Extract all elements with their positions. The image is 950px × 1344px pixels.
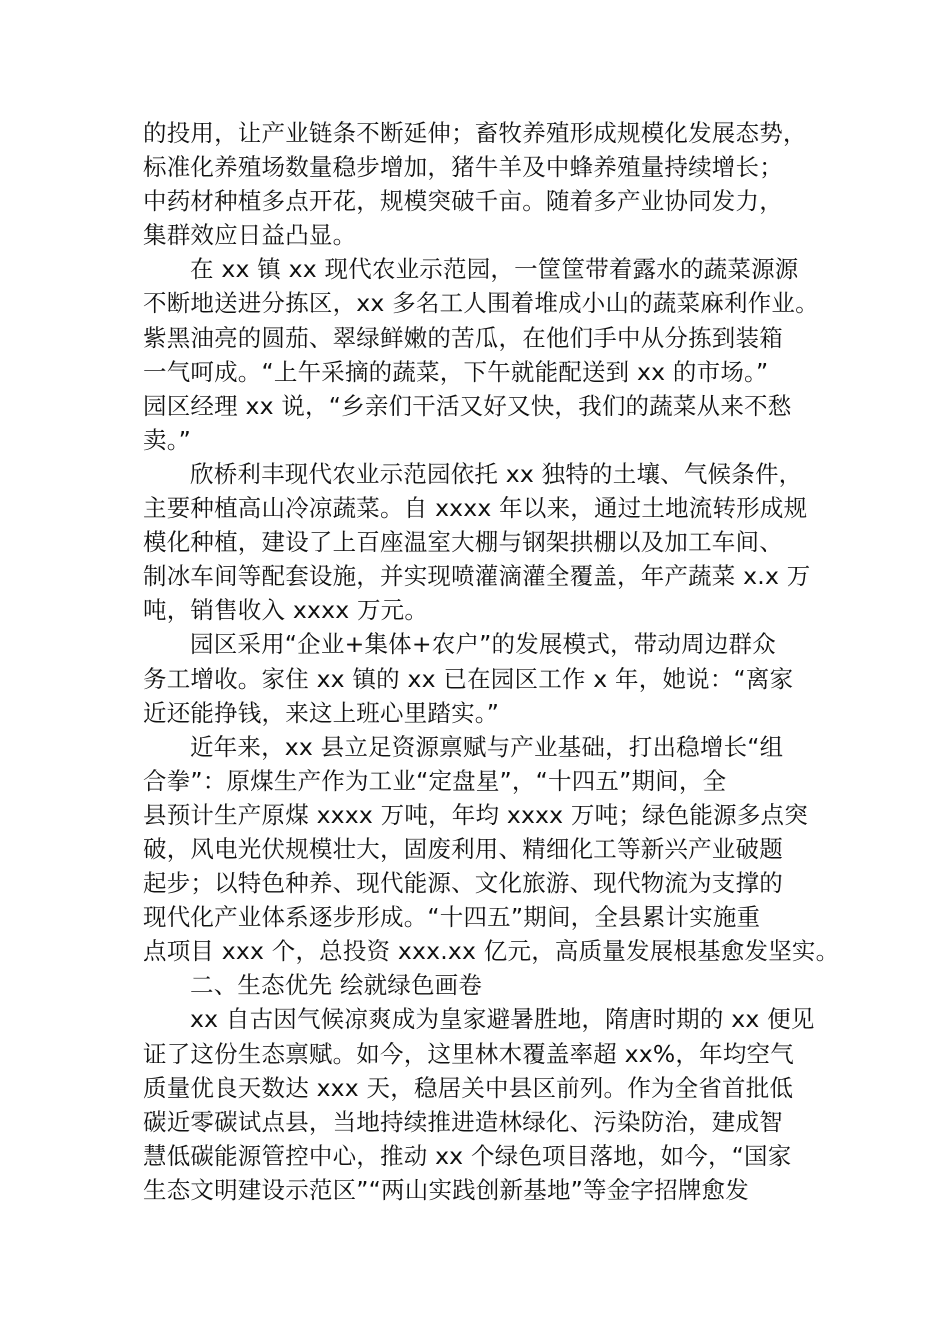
text-line: 园区经理 xx 说，“乡亲们干活又好又快，我们的蔬菜从来不愁 (143, 391, 792, 420)
text-line: 点项目 xxx 个，总投资 xxx.xx 亿元，高质量发展根基愈发坚实。 (143, 937, 840, 966)
paragraph-first-line: 近年来，xx 县立足资源禀赋与产业基础，打出稳增长“组 (190, 732, 784, 761)
text-line: 主要种植高山冷凉蔬菜。自 xxxx 年以来，通过土地流转形成规 (143, 494, 808, 523)
text-line: 破，风电光伏规模壮大，固废利用、精细化工等新兴产业破题 (143, 834, 783, 863)
text-line: 慧低碳能源管控中心，推动 xx 个绿色项目落地，如今，“国家 (143, 1141, 792, 1170)
text-line: 标准化养殖场数量稳步增加，猪牛羊及中蜂养殖量持续增长； (143, 153, 783, 182)
text-line: 证了这份生态禀赋。如今，这里林木覆盖率超 xx%，年均空气 (143, 1039, 794, 1068)
text-line: 集群效应日益凸显。 (143, 221, 357, 250)
document-body (143, 116, 840, 1207)
text-line: 一气呵成。“上午采摘的蔬菜，下午就能配送到 xx 的市场。” (143, 357, 769, 386)
text-line: 起步；以特色种养、现代能源、文化旅游、现代物流为支撑的 (143, 869, 783, 898)
text-line: 紫黑油亮的圆茄、翠绿鲜嫩的苦瓜，在他们手中从分拣到装箱 (143, 323, 783, 352)
text-line: 模化种植，建设了上百座温室大棚与钢架拱棚以及加工车间、 (143, 528, 783, 557)
text-line: 合拳”：原煤生产作为工业“定盘星”，“十四五”期间，全 (143, 766, 727, 795)
text-line: 中药材种植多点开花，规模突破千亩。随着多产业协同发力， (143, 187, 783, 216)
text-line: 务工增收。家住 xx 镇的 xx 已在园区工作 x 年，她说：“离家 (143, 664, 794, 693)
text-line: 质量优良天数达 xxx 天，稳居关中县区前列。作为全省首批低 (143, 1073, 794, 1102)
paragraph-first-line: xx 自古因气候凉爽成为皇家避暑胜地，隋唐时期的 xx 便见 (190, 1005, 815, 1034)
text-line: 碳近零碳试点县，当地持续推进造林绿化、污染防治，建成智 (143, 1107, 783, 1136)
paragraph-first-line: 园区采用“企业+集体+农户”的发展模式，带动周边群众 (190, 630, 776, 659)
text-line: 制冰车间等配套设施，并实现喷灌滴灌全覆盖，年产蔬菜 x.x 万 (143, 562, 811, 591)
text-line: 近还能挣钱，来这上班心里踏实。” (143, 698, 500, 727)
text-line: 不断地送进分拣区，xx 多名工人围着堆成小山的蔬菜麻利作业。 (143, 289, 819, 318)
text-line: 卖。” (143, 425, 192, 454)
text-line: 吨，销售收入 xxxx 万元。 (143, 596, 429, 625)
text-line: 的投用，让产业链条不断延伸；畜牧养殖形成规模化发展态势， (143, 119, 807, 147)
paragraph-first-line: 二、生态优先 绘就绿色画卷 (190, 971, 483, 1000)
text-line: 现代化产业体系逐步形成。“十四五”期间，全县累计实施重 (143, 903, 761, 932)
text-line: 生态文明建设示范区”“两山实践创新基地”等金字招牌愈发 (143, 1175, 749, 1204)
paragraph-first-line: 欣桥利丰现代农业示范园依托 xx 独特的土壤、气候条件， (190, 459, 803, 488)
paragraph-first-line: 在 xx 镇 xx 现代农业示范园，一筐筐带着露水的蔬菜源源 (190, 255, 799, 284)
text-line: 县预计生产原煤 xxxx 万吨，年均 xxxx 万吨；绿色能源多点突 (143, 800, 808, 829)
